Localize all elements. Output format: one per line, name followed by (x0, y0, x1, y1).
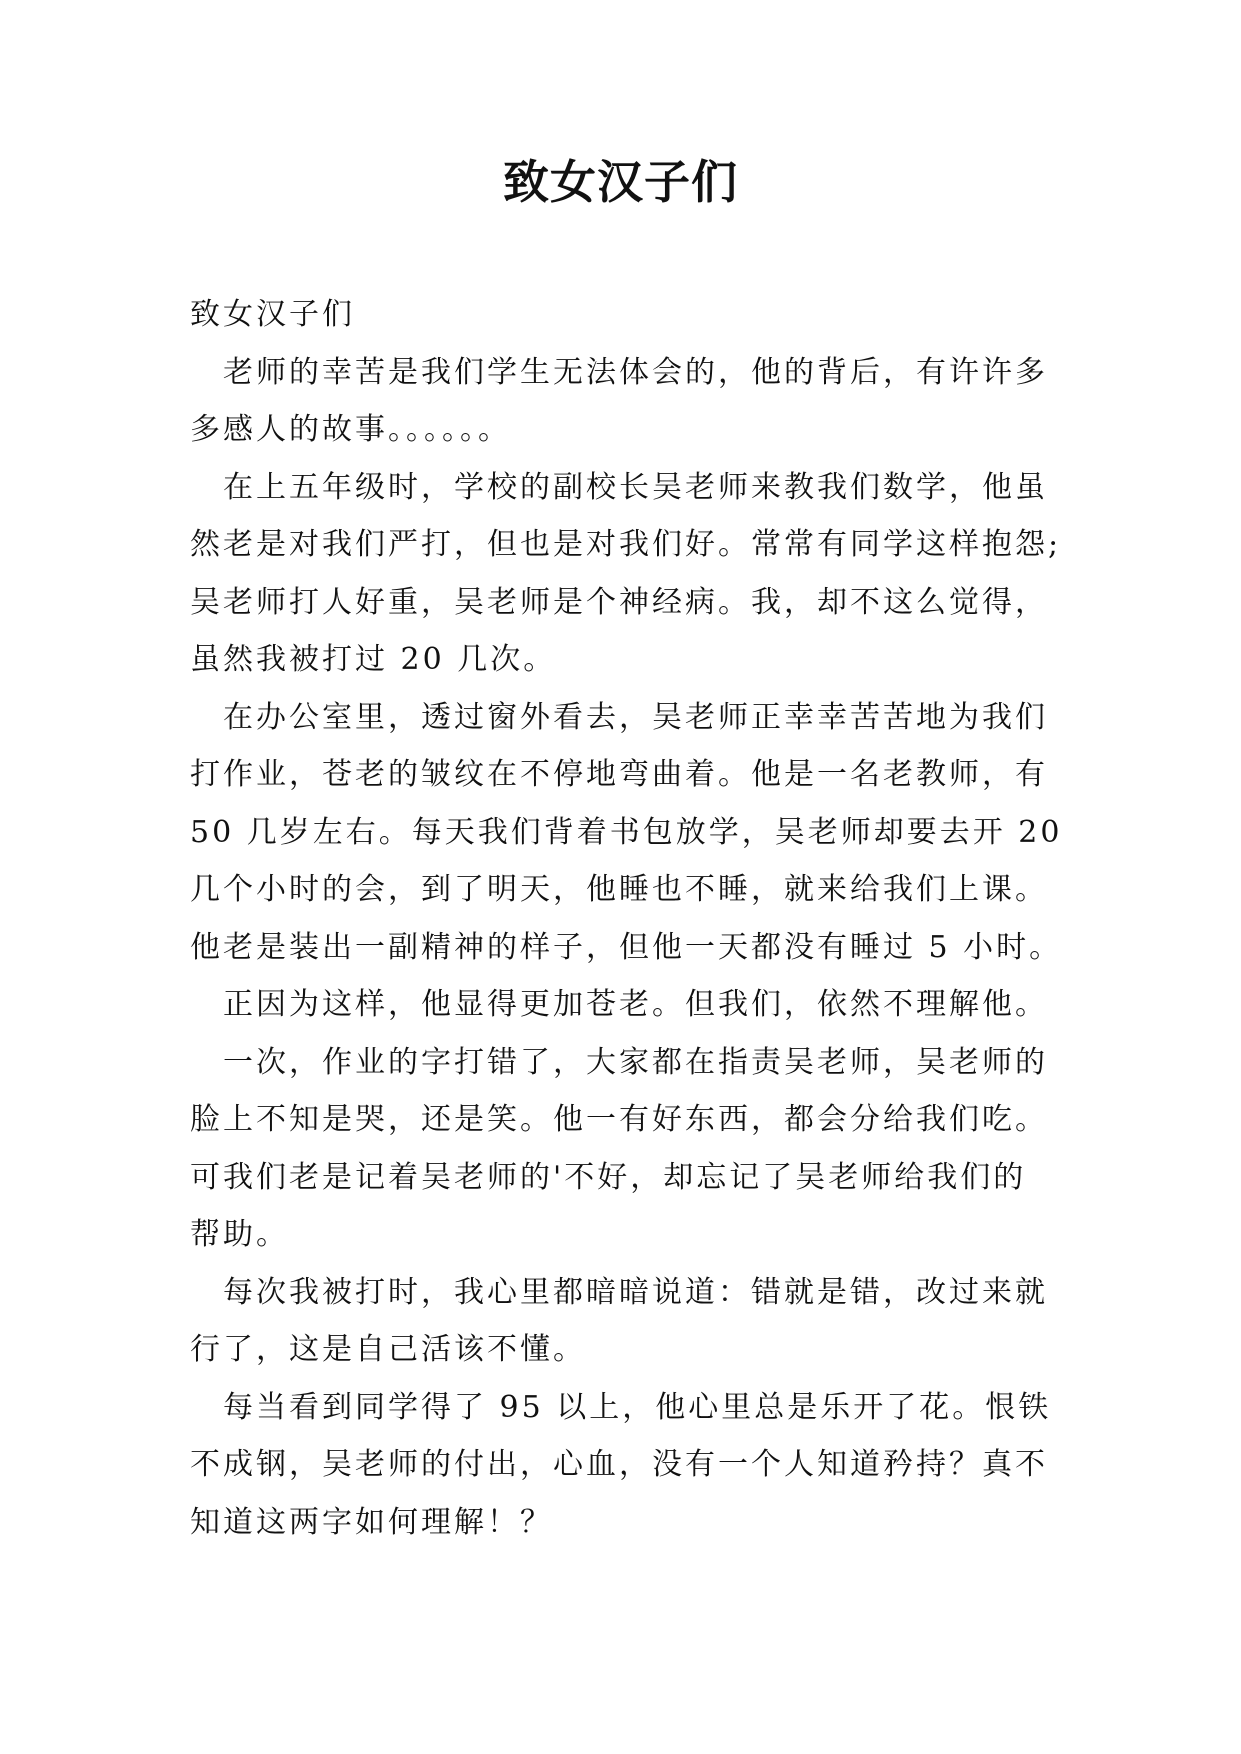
text-line: 每次我被打时，我心里都暗暗说道：错就是错，改过来就 (223, 1274, 1048, 1310)
text-line: 虽然我被打过 20 几次。 (190, 642, 557, 677)
text-line: 一次，作业的字打错了，大家都在指责吴老师，吴老师的 (223, 1044, 1048, 1080)
text-line: 打作业，苍老的皱纹在不停地弯曲着。他是一名老教师，有 (190, 757, 1048, 792)
text-line: 几个小时的会，到了明天，他睡也不睡，就来给我们上课。 (190, 872, 1048, 907)
document-subtitle: 致女汉子们 (190, 297, 355, 332)
text-line: 行了，这是自己活该不懂。 (190, 1332, 586, 1367)
text-line: 每当看到同学得了 95 以上，他心里总是乐开了花。恨铁 (223, 1389, 1052, 1425)
text-line: 知道这两字如何理解！？ (190, 1504, 553, 1540)
text-line: 他老是装出一副精神的样子，但他一天都没有睡过 5 小时。 (190, 929, 1063, 965)
text-line: 吴老师打人好重，吴老师是个神经病。我，却不这么觉得， (190, 584, 1048, 620)
text-line: 可我们老是记着吴老师的'不好，却忘记了吴老师给我们的 (190, 1159, 1027, 1195)
text-line: 在办公室里，透过窗外看去，吴老师正幸幸苦苦地为我们 (223, 699, 1048, 735)
text-line: 老师的幸苦是我们学生无法体会的，他的背后，有许许多 (223, 354, 1048, 390)
text-line: 脸上不知是哭，还是笑。他一有好东西，都会分给我们吃。 (190, 1102, 1048, 1137)
text-line: 50 几岁左右。每天我们背着书包放学，吴老师却要去开 20 (190, 814, 1063, 850)
text-line: 帮助。 (190, 1217, 289, 1252)
text-line: 在上五年级时，学校的副校长吴老师来教我们数学，他虽 (223, 469, 1048, 505)
text-line: 多感人的故事。。。。。。 (190, 412, 511, 447)
text-line: 然老是对我们严打，但也是对我们好。常常有同学这样抱怨; (190, 527, 1062, 562)
text-line: 不成钢，吴老师的付出，心血，没有一个人知道矜持？真不 (190, 1447, 1048, 1482)
text-line: 正因为这样，他显得更加苍老。但我们，依然不理解他。 (223, 987, 1048, 1022)
document-body (190, 286, 1063, 1551)
document-title: 致女汉子们 (503, 155, 738, 209)
